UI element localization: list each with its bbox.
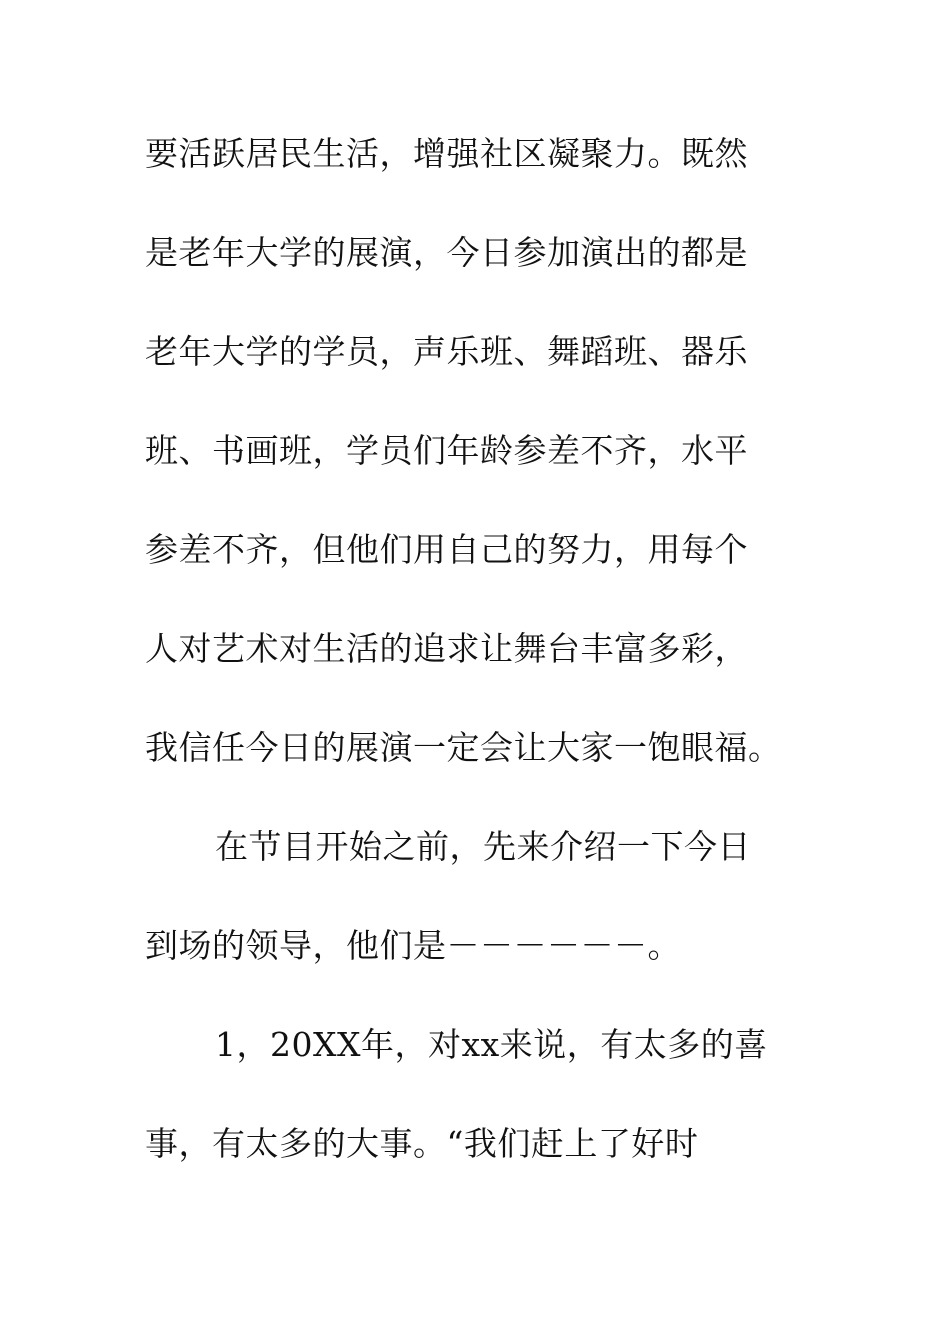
- text-line-6: 人对艺术对生活的追求让舞台丰富多彩，: [145, 629, 748, 668]
- paragraph-start-line: 1，20XX年，对xx来说，有太多的喜: [215, 1025, 768, 1064]
- text-line-9: 到场的领导，他们是－－－－－－。: [145, 926, 681, 965]
- text-line-7: 我信任今日的展演一定会让大家一饱眼福。: [145, 728, 782, 767]
- text-line-2: 是老年大学的展演，今日参加演出的都是: [145, 233, 748, 272]
- text-line-4: 班、书画班，学员们年龄参差不齐，水平: [145, 431, 748, 470]
- text-line-1: 要活跃居民生活，增强社区凝聚力。既然: [145, 134, 748, 173]
- text-line-11: 事，有太多的大事。“我们赶上了好时: [145, 1124, 699, 1163]
- text-line-5: 参差不齐，但他们用自己的努力，用每个: [145, 530, 748, 569]
- paragraph-start-line: 在节目开始之前，先来介绍一下今日: [215, 827, 751, 866]
- text-line-3: 老年大学的学员，声乐班、舞蹈班、器乐: [145, 332, 748, 371]
